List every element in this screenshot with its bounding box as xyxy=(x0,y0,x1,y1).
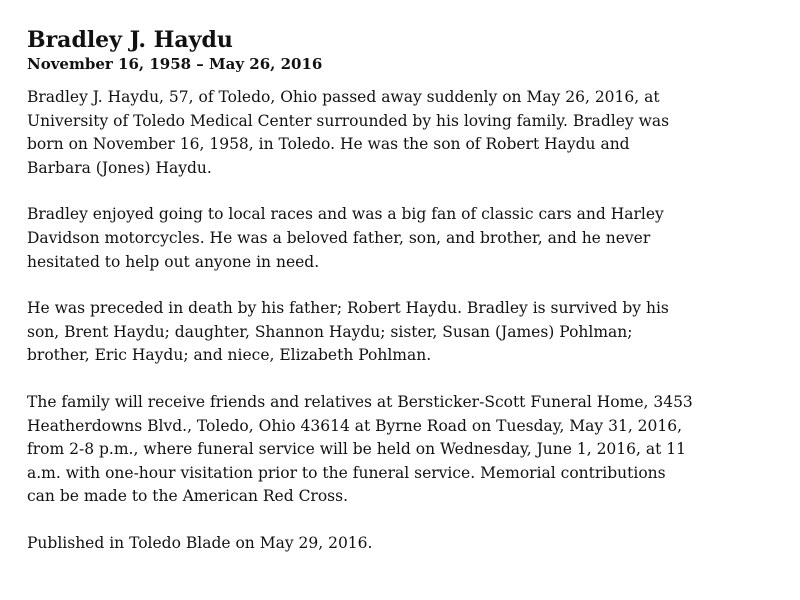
text-line: a.m. with one-hour visitation prior to the funeral service. Memorial contributions xyxy=(27,463,666,482)
text-line: from 2-8 p.m., where funeral service will be held on Wednesday, June 1, 2016, at 11 xyxy=(27,440,686,459)
text-line: Bradley J. Haydu, 57, of Toledo, Ohio passed away suddenly on May 26, 2016, at xyxy=(27,88,660,106)
text-line: Heatherdowns Blvd., Toledo, Ohio 43614 at Byrne Road on Tuesday, May 31, 2016, xyxy=(27,416,683,435)
text-line: Bradley enjoyed going to local races and was a big fan of classic cars and Harley xyxy=(27,205,664,224)
text-line: son, Brent Haydu; daughter, Shannon Haydu; sister, Susan (James) Pohlman; xyxy=(27,322,633,341)
text-line: hesitated to help out anyone in need. xyxy=(27,252,320,271)
text-line: brother, Eric Haydu; and niece, Elizabeth Pohlman. xyxy=(27,346,432,365)
paragraph-survivors xyxy=(27,297,787,368)
text-line: He was preceded in death by his father; Robert Haydu. Bradley is survived by his xyxy=(27,299,669,318)
text-line: University of Toledo Medical Center surrounded by his loving family. Bradley was xyxy=(27,111,670,130)
paragraph-publication xyxy=(27,532,787,556)
text-line: The family will receive friends and relatives at Bersticker-Scott Funeral Home, 3453 xyxy=(27,392,693,411)
text-line: Davidson motorcycles. He was a beloved father, son, and brother, and he never xyxy=(27,228,651,247)
text-line: born on November 16, 1958, in Toledo. He was the son of Robert Haydu and xyxy=(27,135,630,154)
text-line: Published in Toledo Blade on May 29, 2016. xyxy=(27,533,373,552)
text-line: can be made to the American Red Cross. xyxy=(27,487,349,506)
obituary-dates: November 16, 1958 – May 26, 2016 xyxy=(27,55,323,73)
paragraph-biography xyxy=(27,86,787,180)
paragraph-services xyxy=(27,391,787,509)
obituary-document xyxy=(27,26,787,579)
obituary-title: Bradley J. Haydu xyxy=(27,27,233,53)
text-line: Barbara (Jones) Haydu. xyxy=(27,158,212,177)
paragraph-interests xyxy=(27,203,787,274)
